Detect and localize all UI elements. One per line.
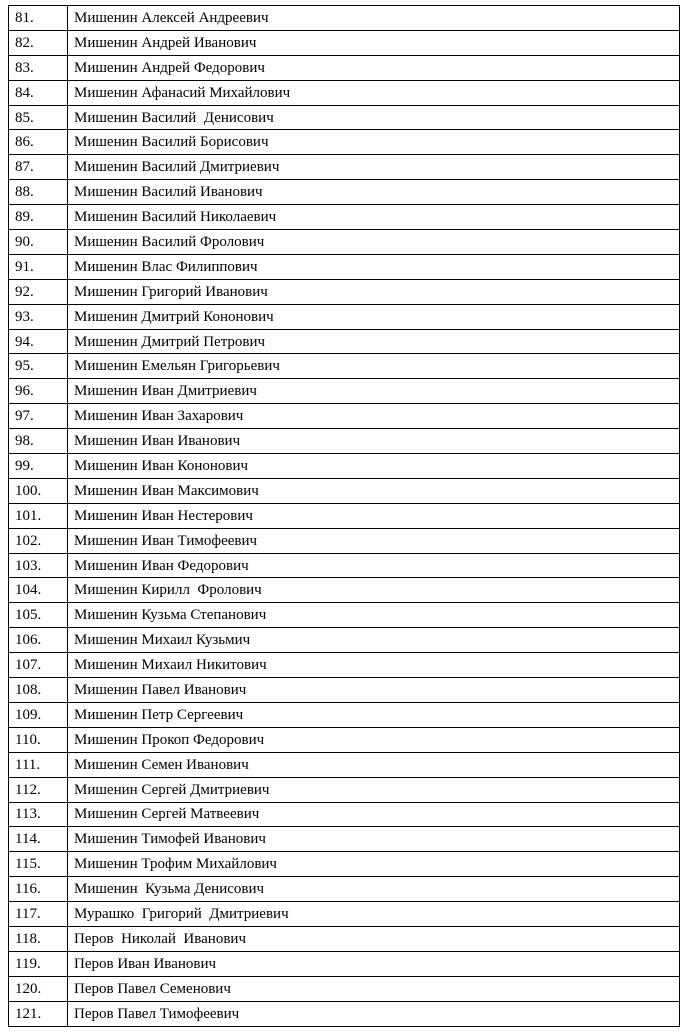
row-number-cell: 84. [9,80,68,105]
row-number-cell: 106. [9,628,68,653]
row-number-cell: 101. [9,503,68,528]
row-number-cell: 111. [9,752,68,777]
row-number-cell: 119. [9,951,68,976]
full-name-cell: Мишенин Василий Борисович [68,130,680,155]
row-number-cell: 87. [9,155,68,180]
table-row [9,254,680,279]
full-name-cell: Мишенин Афанасий Михайлович [68,80,680,105]
table-row [9,478,680,503]
table-row [9,205,680,230]
row-number-cell: 100. [9,478,68,503]
row-number-cell: 93. [9,304,68,329]
row-number-cell: 86. [9,130,68,155]
names-table-body [9,6,680,1027]
full-name-cell: Мишенин Андрей Федорович [68,55,680,80]
table-row [9,777,680,802]
full-name-cell: Мишенин Влас Филиппович [68,254,680,279]
row-number-cell: 108. [9,678,68,703]
full-name-cell: Мишенин Василий Денисович [68,105,680,130]
table-row [9,304,680,329]
full-name-cell: Мишенин Иван Тимофеевич [68,528,680,553]
full-name-cell: Мишенин Трофим Михайлович [68,852,680,877]
row-number-cell: 103. [9,553,68,578]
full-name-cell: Мишенин Иван Максимович [68,478,680,503]
table-row [9,827,680,852]
full-name-cell: Мишенин Василий Иванович [68,180,680,205]
table-row [9,155,680,180]
row-number-cell: 110. [9,727,68,752]
row-number-cell: 113. [9,802,68,827]
row-number-cell: 88. [9,180,68,205]
full-name-cell: Перов Павел Семенович [68,976,680,1001]
full-name-cell: Мишенин Михаил Никитович [68,653,680,678]
row-number-cell: 107. [9,653,68,678]
full-name-cell: Мишенин Кирилл Фролович [68,578,680,603]
full-name-cell: Мишенин Петр Сергеевич [68,702,680,727]
full-name-cell: Мишенин Семен Иванович [68,752,680,777]
document-page [8,5,680,1027]
full-name-cell: Мишенин Иван Кононович [68,454,680,479]
full-name-cell: Мишенин Сергей Матвеевич [68,802,680,827]
table-row [9,180,680,205]
table-row [9,105,680,130]
full-name-cell: Мишенин Тимофей Иванович [68,827,680,852]
table-row [9,429,680,454]
table-row [9,852,680,877]
table-row [9,702,680,727]
table-row [9,951,680,976]
table-row [9,30,680,55]
full-name-cell: Мишенин Кузьма Степанович [68,603,680,628]
full-name-cell: Мишенин Кузьма Денисович [68,877,680,902]
table-row [9,578,680,603]
table-row [9,628,680,653]
table-row [9,329,680,354]
full-name-cell: Мишенин Андрей Иванович [68,30,680,55]
full-name-cell: Мурашко Григорий Дмитриевич [68,902,680,927]
row-number-cell: 81. [9,6,68,31]
table-row [9,528,680,553]
full-name-cell: Перов Иван Иванович [68,951,680,976]
table-row [9,802,680,827]
full-name-cell: Мишенин Алексей Андреевич [68,6,680,31]
full-name-cell: Мишенин Иван Нестерович [68,503,680,528]
full-name-cell: Мишенин Иван Федорович [68,553,680,578]
table-row [9,279,680,304]
row-number-cell: 118. [9,926,68,951]
full-name-cell: Мишенин Михаил Кузьмич [68,628,680,653]
row-number-cell: 116. [9,877,68,902]
full-name-cell: Мишенин Иван Захарович [68,404,680,429]
full-name-cell: Мишенин Григорий Иванович [68,279,680,304]
full-name-cell: Мишенин Василий Фролович [68,230,680,255]
row-number-cell: 92. [9,279,68,304]
table-row [9,503,680,528]
table-row [9,404,680,429]
row-number-cell: 95. [9,354,68,379]
names-table [8,5,680,1027]
table-row [9,877,680,902]
table-row [9,130,680,155]
table-row [9,230,680,255]
row-number-cell: 120. [9,976,68,1001]
full-name-cell: Мишенин Дмитрий Петрович [68,329,680,354]
full-name-cell: Мишенин Дмитрий Кононович [68,304,680,329]
table-row [9,553,680,578]
row-number-cell: 98. [9,429,68,454]
row-number-cell: 112. [9,777,68,802]
full-name-cell: Мишенин Василий Дмитриевич [68,155,680,180]
row-number-cell: 83. [9,55,68,80]
table-row [9,379,680,404]
row-number-cell: 114. [9,827,68,852]
table-row [9,354,680,379]
row-number-cell: 105. [9,603,68,628]
table-row [9,603,680,628]
full-name-cell: Мишенин Сергей Дмитриевич [68,777,680,802]
row-number-cell: 82. [9,30,68,55]
row-number-cell: 96. [9,379,68,404]
row-number-cell: 104. [9,578,68,603]
full-name-cell: Мишенин Павел Иванович [68,678,680,703]
row-number-cell: 102. [9,528,68,553]
row-number-cell: 85. [9,105,68,130]
table-row [9,454,680,479]
row-number-cell: 99. [9,454,68,479]
table-row [9,6,680,31]
full-name-cell: Мишенин Иван Дмитриевич [68,379,680,404]
table-row [9,752,680,777]
full-name-cell: Мишенин Прокоп Федорович [68,727,680,752]
full-name-cell: Мишенин Василий Николаевич [68,205,680,230]
row-number-cell: 90. [9,230,68,255]
row-number-cell: 91. [9,254,68,279]
row-number-cell: 109. [9,702,68,727]
full-name-cell: Перов Николай Иванович [68,926,680,951]
table-row [9,1001,680,1026]
table-row [9,55,680,80]
table-row [9,902,680,927]
row-number-cell: 97. [9,404,68,429]
table-row [9,727,680,752]
table-row [9,678,680,703]
row-number-cell: 115. [9,852,68,877]
table-row [9,653,680,678]
row-number-cell: 94. [9,329,68,354]
full-name-cell: Перов Павел Тимофеевич [68,1001,680,1026]
table-row [9,926,680,951]
row-number-cell: 89. [9,205,68,230]
table-row [9,976,680,1001]
full-name-cell: Мишенин Емельян Григорьевич [68,354,680,379]
full-name-cell: Мишенин Иван Иванович [68,429,680,454]
table-row [9,80,680,105]
row-number-cell: 117. [9,902,68,927]
row-number-cell: 121. [9,1001,68,1026]
